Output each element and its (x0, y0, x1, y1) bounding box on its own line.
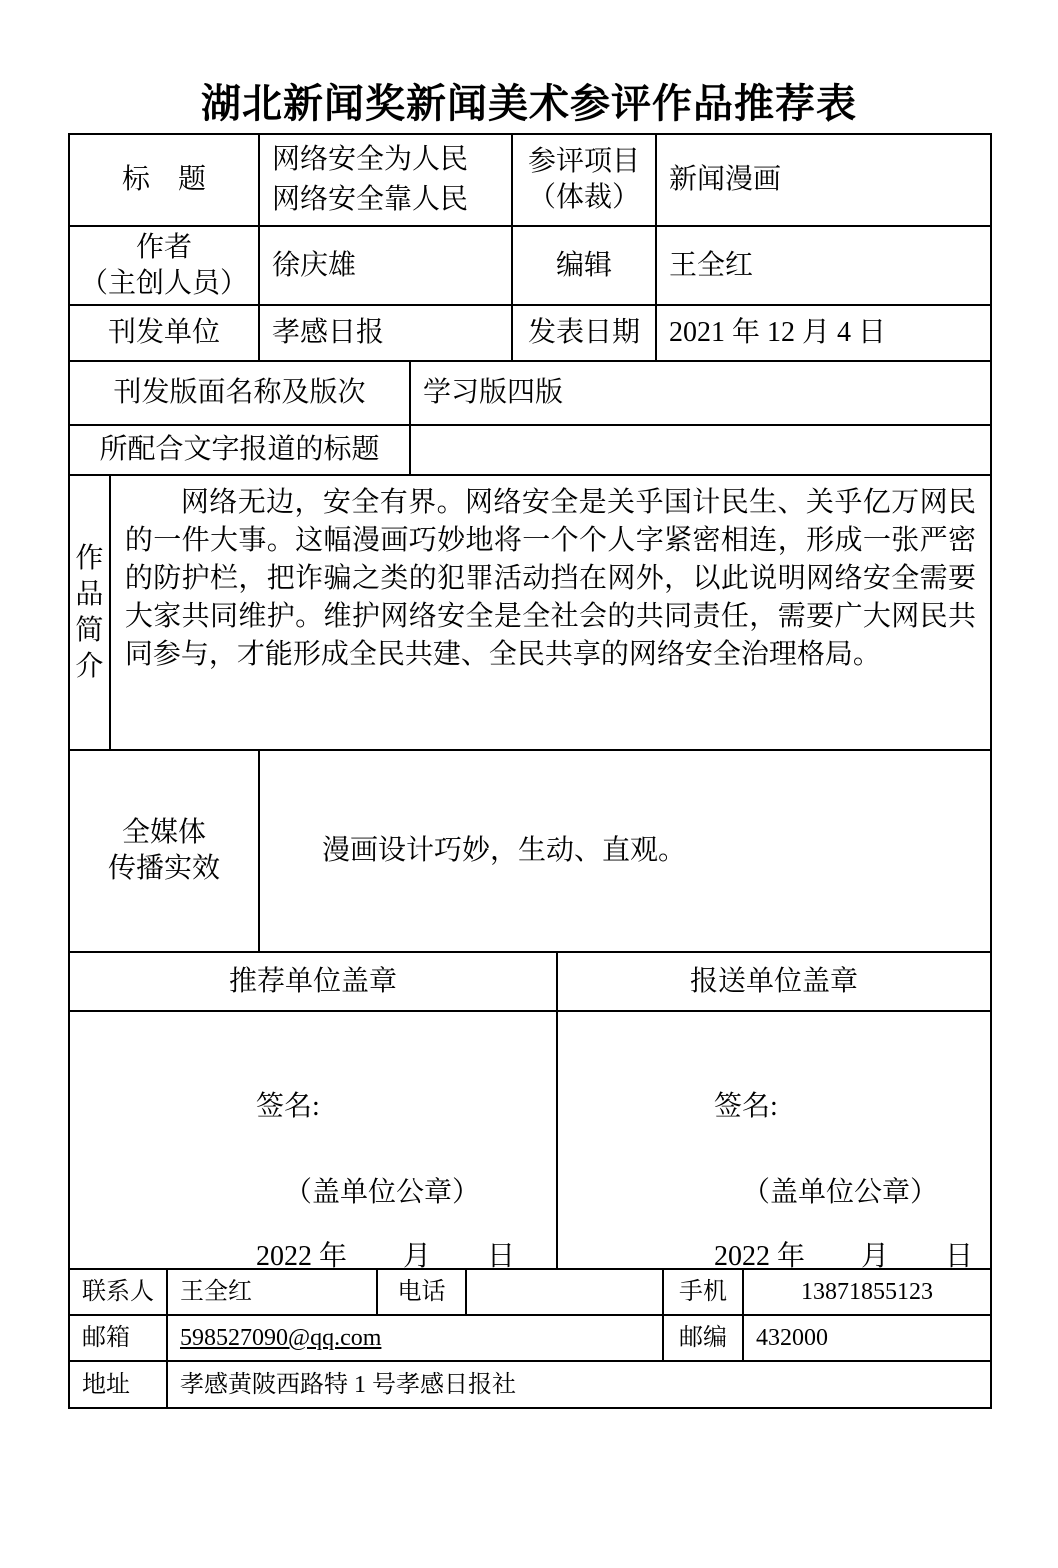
media-effect-label (70, 751, 260, 953)
row-contact (70, 1270, 992, 1316)
publish-unit-label-text: 刊发单位 (107, 317, 220, 348)
phone-label (378, 1270, 467, 1316)
phone-label-text: 电话 (397, 1279, 446, 1305)
work-title-label (70, 135, 260, 227)
intro-text: 网络无边，安全有界。网络安全是关乎国计民生、关乎亿万网民的一件大事。这幅漫画巧妙地将一个个人字紧密相连，形成一张严密的防护栏，把诈骗之类的犯罪活动挡在网外，以此说明网络安全需要大家共同维护。维护网络安全是全社会的共同责任，需要广大网民共同参与，才能形成全民共建、全民共享的网络安全治理格局。 (111, 476, 992, 751)
edition-label-text: 刊发版面名称及版次 (113, 377, 366, 408)
address-label (70, 1362, 168, 1409)
submit-stamp-header (558, 953, 992, 1012)
row-edition (70, 362, 992, 426)
row-media-effect (70, 751, 992, 953)
contact-value (168, 1270, 378, 1316)
postcode-value-text: 432000 (756, 1325, 828, 1351)
editor-label-text: 编辑 (555, 249, 612, 281)
row-publish-unit (70, 306, 992, 362)
editor-label (513, 227, 657, 306)
work-title-value (260, 135, 513, 227)
related-report-value (411, 426, 992, 476)
author-label-line1: 作者 (135, 231, 192, 263)
address-value-text: 孝感黄陂西路特 1 号孝感日报社 (180, 1371, 516, 1398)
recommend-sign-label: 签名: (256, 1091, 320, 1122)
media-effect-value-text: 漫画设计巧妙，生动、直观。 (322, 835, 687, 866)
address-value (168, 1362, 992, 1409)
email-link[interactable]: 598527090@qq.com (180, 1325, 382, 1351)
recommend-signature-block (70, 1012, 558, 1270)
related-report-label-text: 所配合文字报道的标题 (99, 434, 380, 465)
publish-date-value (657, 306, 992, 362)
submit-seal-note: （盖单位公章） (742, 1177, 939, 1208)
recommend-stamp-header (70, 953, 558, 1012)
postcode-label-text: 邮编 (679, 1325, 727, 1351)
category-label-line2: （体裁） (527, 182, 640, 213)
row-stamp-headers (70, 953, 992, 1012)
work-title-line1: 网络安全为人民 (272, 144, 469, 175)
edition-value-text: 学习版四版 (423, 377, 564, 408)
category-value-text: 新闻漫画 (669, 164, 782, 195)
mobile-value-text: 13871855123 (801, 1279, 933, 1305)
publish-date-value-text: 2021 年 12 月 4 日 (669, 317, 887, 348)
submit-sign-label: 签名: (714, 1091, 778, 1122)
work-title-line2: 网络安全靠人民 (272, 184, 469, 215)
page-title: 湖北新闻奖新闻美术参评作品推荐表 (201, 81, 857, 126)
row-work-title (70, 135, 992, 227)
recommend-date-blank: 2022 年 月 日 (256, 1241, 516, 1270)
submit-stamp-header-text: 报送单位盖章 (689, 965, 858, 997)
editor-value (657, 227, 992, 306)
author-label (70, 227, 260, 306)
recommendation-form-table (68, 133, 992, 1409)
media-effect-label-line2: 传播实效 (107, 853, 220, 884)
row-address (70, 1362, 992, 1409)
category-label (513, 135, 657, 227)
row-related-report (70, 426, 992, 476)
email-value (168, 1316, 664, 1362)
author-value-text: 徐庆雄 (272, 249, 357, 281)
category-value (657, 135, 992, 227)
publish-unit-label (70, 306, 260, 362)
postcode-value (744, 1316, 992, 1362)
publish-unit-value (260, 306, 513, 362)
email-label-text: 邮箱 (82, 1325, 130, 1351)
edition-label (70, 362, 411, 426)
mobile-label (664, 1270, 744, 1316)
intro-label-text: 作品简介 (75, 542, 104, 682)
mobile-label-text: 手机 (679, 1279, 727, 1305)
recommend-stamp-header-text: 推荐单位盖章 (228, 965, 397, 997)
author-label-line2: （主创人员） (79, 267, 248, 299)
email-label (70, 1316, 168, 1362)
address-label-text: 地址 (82, 1371, 130, 1398)
recommend-seal-note: （盖单位公章） (284, 1177, 481, 1208)
contact-label (70, 1270, 168, 1316)
editor-value-text: 王全红 (669, 249, 754, 281)
row-intro (70, 476, 992, 751)
row-email (70, 1316, 992, 1362)
related-report-label (70, 426, 411, 476)
author-value (260, 227, 513, 306)
category-label-line1: 参评项目 (527, 146, 640, 177)
media-effect-value (260, 751, 992, 953)
media-effect-label-line1: 全媒体 (121, 817, 206, 848)
row-signatures (70, 1012, 992, 1270)
contact-value-text: 王全红 (180, 1279, 252, 1305)
mobile-value (744, 1270, 992, 1316)
work-title-label-text: 标 题 (121, 164, 206, 195)
publish-date-label-text: 发表日期 (527, 317, 640, 348)
contact-label-text: 联系人 (82, 1279, 154, 1305)
submit-date-blank: 2022 年 月 日 (714, 1241, 974, 1270)
intro-label (70, 476, 111, 751)
publish-unit-value-text: 孝感日报 (272, 317, 385, 348)
publish-date-label (513, 306, 657, 362)
postcode-label (664, 1316, 744, 1362)
edition-value (411, 362, 992, 426)
submit-signature-block (558, 1012, 992, 1270)
phone-value (467, 1270, 664, 1316)
row-author (70, 227, 992, 306)
